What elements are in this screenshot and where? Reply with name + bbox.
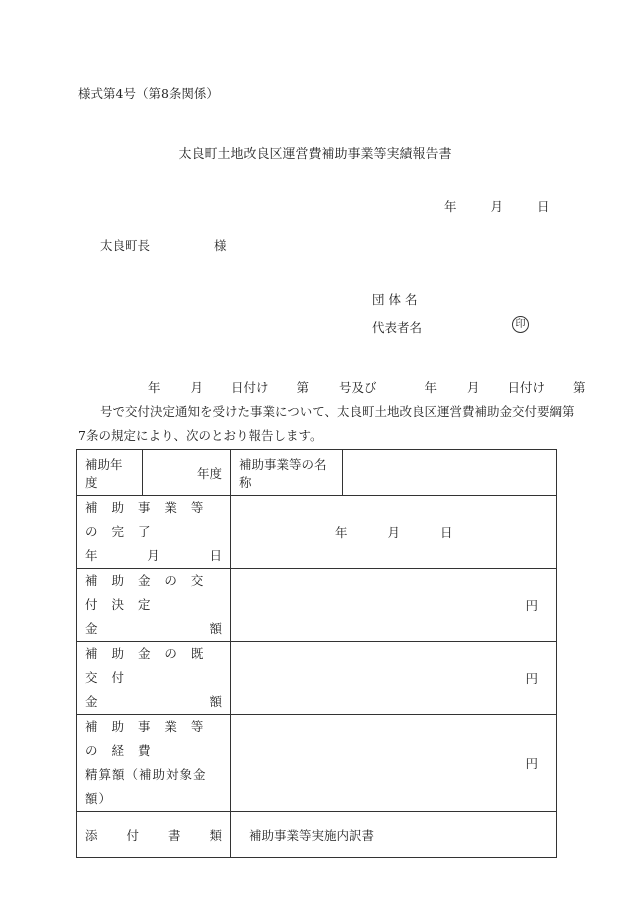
label-line — [85, 617, 222, 641]
label-word: 額 — [209, 621, 222, 636]
label-line — [85, 690, 222, 714]
label-line: 補 助 事 業 等 の 完 了 — [85, 500, 209, 539]
label-word: 添 — [85, 827, 98, 843]
value-word: 月 — [387, 525, 401, 540]
label-word: 類 — [209, 827, 222, 843]
completion-date-label — [77, 496, 231, 569]
label-line: 補 助 金 の 既 交 付 — [85, 646, 209, 685]
table-row — [77, 812, 557, 858]
expense-settlement-label — [77, 715, 231, 812]
body-word: 日付け — [507, 380, 546, 395]
attachments-label — [77, 812, 231, 858]
addressee-honorific: 様 — [213, 238, 227, 253]
date-day: 日 — [536, 199, 550, 214]
label-word: 金 — [85, 621, 98, 636]
project-name-label: 補助事業等の名称 — [231, 450, 343, 496]
addressee-name: 太良町長 — [100, 238, 151, 253]
date-month: 月 — [490, 199, 503, 214]
body-word: 月 — [190, 380, 204, 395]
completion-date-value — [231, 496, 557, 569]
table-row — [77, 642, 557, 715]
label-word: 日 — [209, 548, 222, 563]
grant-paid-amount-label — [77, 642, 231, 715]
report-table — [76, 449, 557, 858]
representative-label: 代表者名 — [372, 320, 423, 335]
value-line — [239, 523, 548, 541]
document-title: 太良町土地改良区運営費補助事業等実績報告書 — [178, 147, 452, 162]
label-word: 年 — [85, 548, 98, 563]
table-row — [77, 450, 557, 496]
label-word: 付 — [126, 827, 139, 843]
seal-mark: 印 — [512, 316, 529, 333]
grant-decision-amount-value: 円 — [231, 569, 557, 642]
body-word: 年 — [424, 380, 438, 395]
report-date — [444, 197, 549, 215]
form-number: 様式第4号（第8条関係） — [78, 86, 219, 101]
subsidy-year-unit: 年度 — [143, 450, 231, 496]
table-row — [77, 715, 557, 812]
body-word: 年 — [148, 380, 161, 395]
body-text-line2: 号で交付決定通知を受けた事業について、太良町土地改良区運営費補助金交付要綱第 — [100, 404, 575, 419]
body-word: 第 — [296, 380, 310, 395]
value-word: 年 — [335, 525, 348, 540]
attachments-value: 補助事業等実施内訳書 — [231, 812, 557, 858]
addressee — [100, 236, 227, 254]
org-name-label: 団 体 名 — [372, 292, 418, 307]
date-year: 年 — [444, 199, 457, 214]
label-line: 補 助 金 の 交 付 決 定 — [85, 573, 209, 612]
body-word: 月 — [467, 380, 480, 395]
expense-settlement-value: 円 — [231, 715, 557, 812]
subsidy-year-label: 補助年度 — [77, 450, 143, 496]
table-row — [77, 496, 557, 569]
table-row — [77, 569, 557, 642]
body-text-line3: 7条の規定により、次のとおり報告します。 — [78, 428, 323, 443]
body-text-line1 — [148, 378, 586, 396]
label-word: 額 — [209, 694, 222, 709]
label-word: 月 — [147, 548, 160, 563]
grant-decision-amount-label — [77, 569, 231, 642]
body-word: 号及び — [339, 380, 377, 395]
grant-paid-amount-value: 円 — [231, 642, 557, 715]
label-word: 書 — [167, 827, 181, 843]
label-word: 金 — [85, 694, 98, 709]
value-word: 日 — [440, 525, 453, 540]
body-word: 第 — [573, 380, 586, 395]
label-line: 精算額（補助対象金額） — [85, 767, 207, 806]
label-line — [85, 826, 222, 844]
body-word: 日付け — [231, 380, 269, 395]
label-line — [85, 544, 222, 568]
project-name-value — [343, 450, 557, 496]
label-line: 補 助 事 業 等 の 経 費 — [85, 719, 209, 758]
